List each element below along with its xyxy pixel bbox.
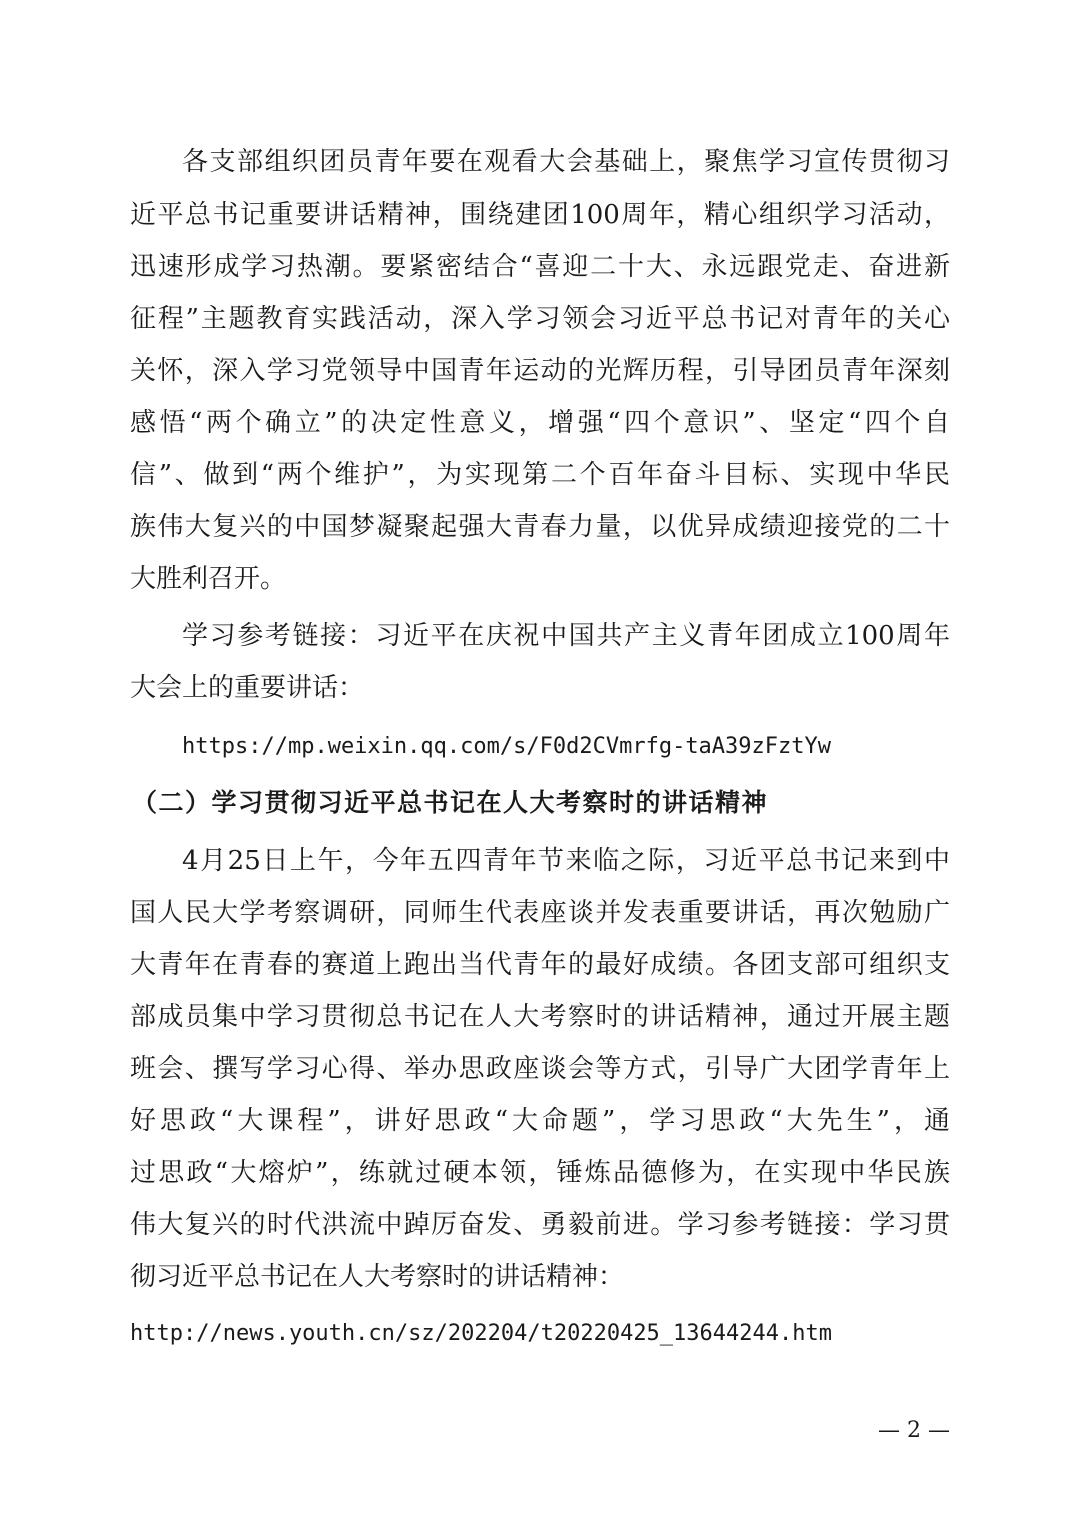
section-2-line: 4月25日上午，今年五四青年节来临之际，习近平总书记来到中 (182, 846, 950, 876)
section-2-line: 伟大复兴的时代洪流中踔厉奋发、勇毅前进。学习参考链接：学习贯 (130, 1210, 950, 1240)
paragraph-1-line: 感悟“两个确立”的决定性意义，增强“四个意识”、坚定“四个自 (130, 408, 950, 438)
paragraph-1-line: 族伟大复兴的中国梦凝聚起强大青春力量，以优异成绩迎接党的二十 (130, 512, 950, 542)
reference-1-line: 学习参考链接：习近平在庆祝中国共产主义青年团成立100周年 (182, 621, 950, 651)
section-2-line: 好思政“大课程”，讲好思政“大命题”，学习思政“大先生”，通 (130, 1106, 950, 1136)
section-2-heading: （二）学习贯彻习近平总书记在人大考察时的讲话精神 (132, 788, 769, 817)
paragraph-1-line: 各支部组织团员青年要在观看大会基础上，聚焦学习宣传贯彻习 (182, 147, 950, 177)
paragraph-1-line: 近平总书记重要讲话精神，围绕建团100周年，精心组织学习活动， (130, 200, 950, 230)
section-2-line: 过思政“大熔炉”，练就过硬本领，锤炼品德修为，在实现中华民族 (130, 1158, 950, 1188)
section-2-url[interactable]: http://news.youth.cn/sz/202204/t20220425_13644244.htm (130, 1321, 832, 1346)
paragraph-1-line: 征程”主题教育实践活动，深入学习领会习近平总书记对青年的关心 (130, 304, 950, 334)
section-2-line: 国人民大学考察调研，同师生代表座谈并发表重要讲话，再次勉励广 (130, 898, 950, 928)
paragraph-1-line: 信”、做到“两个维护”，为实现第二个百年奋斗目标、实现中华民 (130, 460, 950, 490)
paragraph-1-line: 迅速形成学习热潮。要紧密结合“喜迎二十大、永远跟党走、奋进新 (130, 252, 950, 282)
paragraph-1-line: 关怀，深入学习党领导中国青年运动的光辉历程，引导团员青年深刻 (130, 356, 950, 386)
paragraph-1-line: 大胜利召开。 (130, 564, 287, 594)
section-2-line: 班会、撰写学习心得、举办思政座谈会等方式，引导广大团学青年上 (130, 1054, 950, 1084)
section-2-line: 彻习近平总书记在人大考察时的讲话精神： (130, 1262, 625, 1292)
page-number: — 2 — (878, 1418, 950, 1443)
section-2-line: 部成员集中学习贯彻总书记在人大考察时的讲话精神，通过开展主题 (130, 1002, 950, 1032)
reference-1-line: 大会上的重要讲话： (130, 673, 365, 703)
reference-1-url[interactable]: https://mp.weixin.qq.com/s/F0d2CVmrfg-taA39zFztYw (182, 734, 832, 759)
section-2-line: 大青年在青春的赛道上跑出当代青年的最好成绩。各团支部可组织支 (130, 950, 950, 980)
